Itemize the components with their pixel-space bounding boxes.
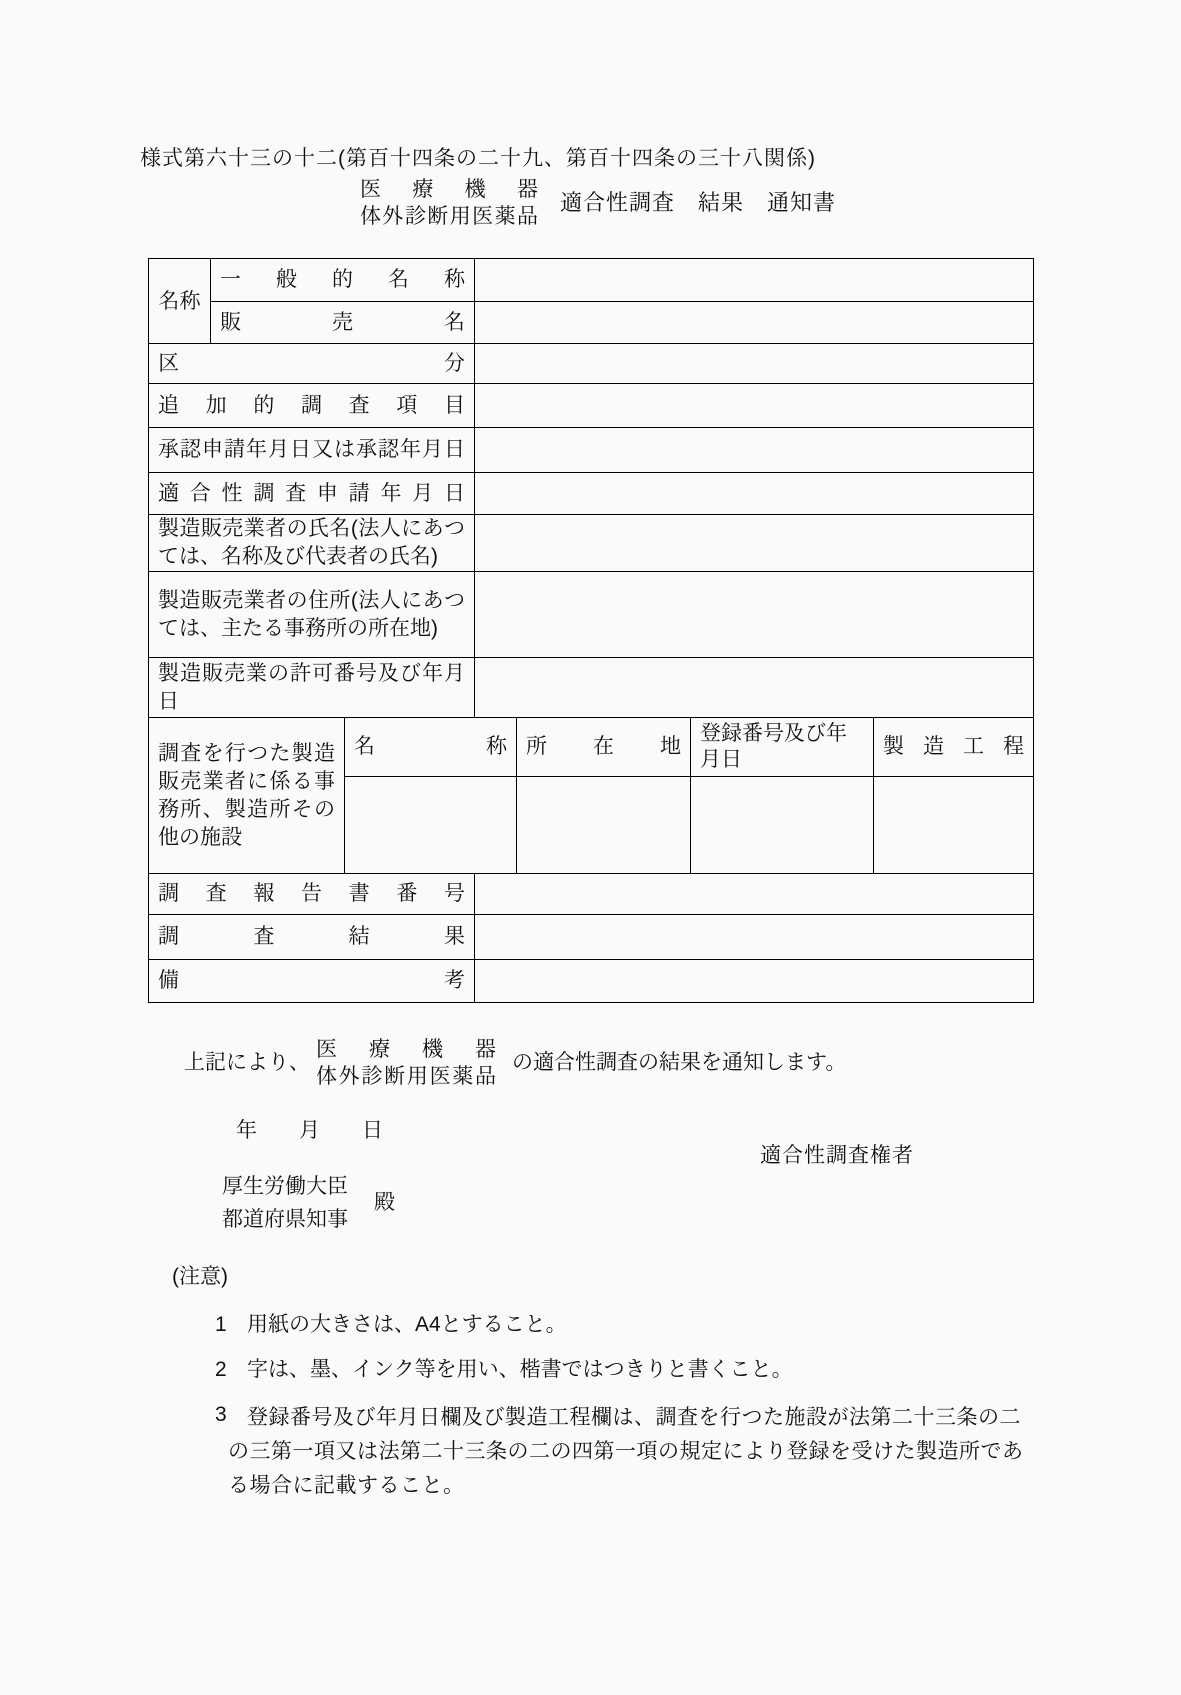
table-row-marketing-holder-address: [149, 572, 1033, 658]
note-item-1: [215, 1311, 567, 1338]
additional-items-value-cell: [475, 384, 1033, 427]
marketing-holder-address-label: 製造販売業者の住所(法人にあつては、主たる事務所の所在地): [158, 588, 465, 640]
table-row-facility: [149, 718, 1033, 874]
additional-items-label-cell: [149, 384, 475, 427]
table-row-name-group: [149, 259, 1033, 344]
general-name-label-cell: [211, 259, 474, 302]
brand-name-label: 販売名: [220, 310, 465, 334]
facility-registration-header-cell: [691, 718, 873, 777]
form-title: [360, 176, 836, 230]
category-value-cell: [475, 344, 1033, 383]
report-number-label: 調査報告書番号: [158, 882, 465, 906]
survey-application-date-label: 適合性調査申請年月日: [158, 481, 465, 505]
title-ivd-product: 体外診断用医薬品: [360, 205, 538, 228]
general-name-label: 一般的名称: [220, 268, 465, 292]
facility-name-value-cell: [345, 777, 516, 873]
facility-registration-value-cell: [691, 777, 873, 873]
report-number-label-cell: [149, 874, 475, 914]
facility-label: 調査を行つた製造販売業者に係る事務所、製造所その他の施設: [158, 741, 335, 849]
addressee-honorific: 殿: [374, 1191, 395, 1215]
conformity-survey-table: [148, 258, 1034, 1003]
facility-registration-header: 登録番号及び年月日: [700, 722, 847, 771]
facility-name-header-cell: [345, 718, 516, 777]
remarks-value-cell: [475, 960, 1033, 1002]
title-product-fraction: [360, 176, 538, 230]
survey-authority-label: 適合性調査権者: [760, 1144, 914, 1167]
facility-name-column: [345, 718, 517, 873]
note-text-2: 字は、墨、インク等を用い、楷書ではつきりと書くこと。: [247, 1358, 793, 1381]
survey-result-label-cell: [149, 915, 475, 959]
note-number-3: 3: [215, 1403, 227, 1426]
survey-application-date-value-cell: [475, 473, 1033, 514]
marketing-holder-name-label-cell: [149, 515, 475, 571]
name-group-label-cell: [149, 259, 211, 343]
facility-location-value-cell: [517, 777, 690, 873]
marketing-holder-name-label: 製造販売業者の氏名(法人にあつては、名称及び代表者の氏名): [158, 517, 465, 568]
marketing-holder-address-value-cell: [475, 572, 1033, 657]
closing-medical-device: 医療機器: [316, 1038, 496, 1061]
license-number-label: 製造販売業の許可番号及び年月日: [158, 661, 465, 713]
approval-date-label: 承認申請年月日又は承認年月日: [158, 438, 465, 462]
brand-name-value-cell: [475, 302, 1033, 344]
title-medical-device: 医療機器: [360, 178, 538, 201]
note-number-1: 1: [215, 1313, 227, 1336]
table-row-remarks: [149, 960, 1033, 1002]
facility-name-header: 名称: [354, 735, 507, 758]
license-number-label-cell: [149, 658, 475, 717]
marketing-holder-address-label-cell: [149, 572, 475, 657]
table-row-category: [149, 344, 1033, 384]
note-item-2: [215, 1356, 793, 1383]
table-row-license-number: [149, 658, 1033, 718]
facility-registration-column: [691, 718, 874, 873]
notes-heading: (注意): [172, 1265, 228, 1288]
date-line: 年 月 日: [236, 1119, 383, 1142]
marketing-holder-name-value-cell: [475, 515, 1033, 571]
note-item-3: [215, 1401, 1040, 1503]
report-number-value-cell: [475, 874, 1033, 914]
facility-process-column: [874, 718, 1033, 873]
survey-result-label: 調査結果: [158, 925, 465, 949]
addressee-governor: 都道府県知事: [222, 1208, 348, 1231]
brand-name-label-cell: [211, 302, 474, 344]
note-number-2: 2: [215, 1358, 227, 1381]
facility-location-column: [517, 718, 691, 873]
general-name-value-cell: [475, 259, 1033, 302]
form-number-line: 様式第六十三の十二(第百十四条の二十九、第百十四条の三十八関係): [140, 147, 816, 170]
closing-product-fraction: [316, 1036, 496, 1090]
table-row-approval-date: [149, 428, 1033, 473]
approval-date-label-cell: [149, 428, 475, 472]
closing-sentence: [184, 1036, 846, 1090]
table-row-marketing-holder-name: [149, 515, 1033, 572]
facility-process-header-cell: [874, 718, 1033, 777]
survey-result-value-cell: [475, 915, 1033, 959]
table-row-additional-items: [149, 384, 1033, 428]
facility-label-cell: [149, 718, 345, 873]
survey-application-date-label-cell: [149, 473, 475, 514]
note-text-3: 登録番号及び年月日欄及び製造工程欄は、調査を行つた施設が法第二十三条の二の三第一項又は法第二十三条の二の四第一項の規定により登録を受けた製造所である場合に記載すること。: [228, 1406, 1024, 1497]
remarks-label: 備考: [158, 969, 465, 993]
facility-location-header: 所在地: [526, 735, 681, 758]
table-row-survey-result: [149, 915, 1033, 960]
table-row-survey-application-date: [149, 473, 1033, 515]
license-number-value-cell: [475, 658, 1033, 717]
addressee-minister: 厚生労働大臣: [222, 1175, 348, 1198]
closing-ivd-product: 体外診断用医薬品: [316, 1065, 496, 1088]
title-text: 適合性調査 結果 通知書: [560, 189, 837, 215]
name-sublabel-column: [211, 259, 475, 343]
name-group-label: 名称: [158, 289, 201, 313]
name-value-column: [475, 259, 1033, 343]
additional-items-label: 追加的調査項目: [158, 393, 465, 417]
remarks-label-cell: [149, 960, 475, 1002]
facility-process-header: 製造工程: [883, 735, 1024, 758]
closing-suffix: の適合性調査の結果を通知します。: [512, 1051, 847, 1075]
addressee-names: [222, 1170, 348, 1236]
category-label: 区分: [158, 351, 465, 375]
closing-prefix: 上記により、: [184, 1051, 310, 1075]
note-text-1: 用紙の大きさは、A4とすること。: [247, 1313, 567, 1336]
facility-process-value-cell: [874, 777, 1033, 873]
facility-location-header-cell: [517, 718, 690, 777]
approval-date-value-cell: [475, 428, 1033, 472]
table-row-report-number: [149, 874, 1033, 915]
category-label-cell: [149, 344, 475, 383]
addressee-block: [222, 1170, 395, 1236]
